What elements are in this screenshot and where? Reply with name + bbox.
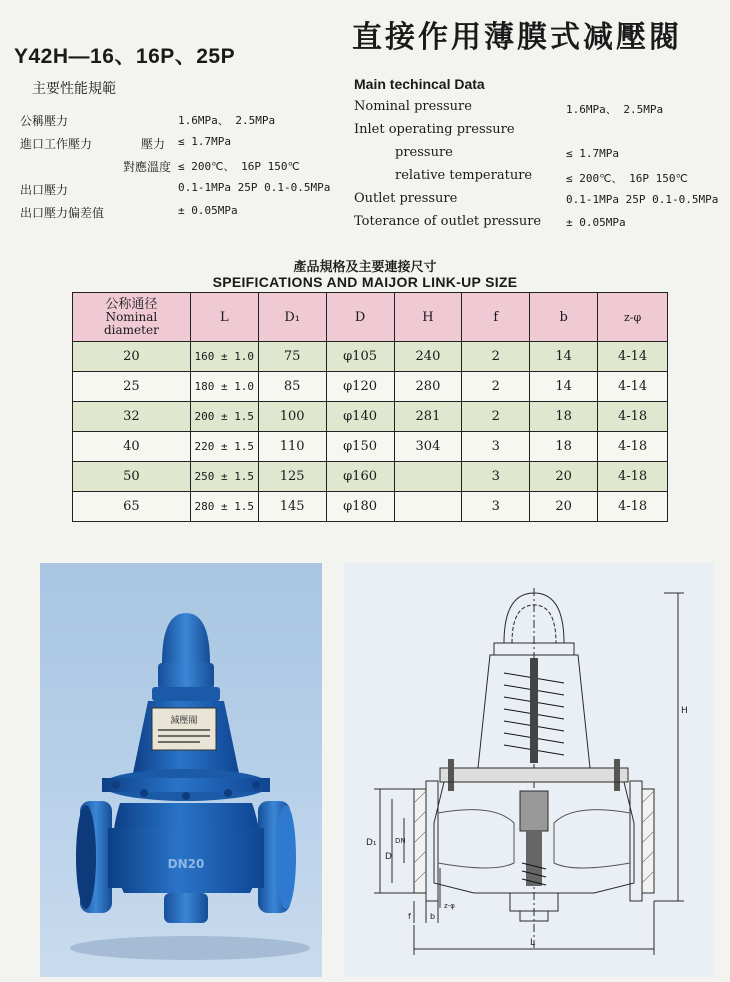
table-cell: φ180 bbox=[326, 492, 394, 522]
table-cell: 2 bbox=[462, 342, 530, 372]
table-cell: 220 ± 1.5 bbox=[190, 432, 258, 462]
dimension-label-d1: D₁ bbox=[366, 838, 377, 848]
table-cell: 4-18 bbox=[598, 402, 668, 432]
table-cell: 4-14 bbox=[598, 372, 668, 402]
table-row bbox=[73, 342, 668, 372]
header-cell: b bbox=[530, 293, 598, 342]
spec-value: ± 0.05MPa bbox=[178, 204, 238, 217]
header-nominal-diameter bbox=[73, 293, 191, 342]
table-cell: 2 bbox=[462, 372, 530, 402]
table-cell: 14 bbox=[530, 342, 598, 372]
table-cell: 250 ± 1.5 bbox=[190, 462, 258, 492]
table-cell: 110 bbox=[258, 432, 326, 462]
header-label-en: Nominal bbox=[105, 309, 158, 324]
table-cell: 160 ± 1.0 bbox=[190, 342, 258, 372]
valve-section-drawing bbox=[344, 563, 714, 977]
table-cell: 180 ± 1.0 bbox=[190, 372, 258, 402]
technical-drawing bbox=[344, 563, 714, 977]
header-label-cn: 公称通径 bbox=[105, 296, 158, 312]
spec-value: 0.1-1MPa 25P 0.1-0.5MPa bbox=[178, 181, 331, 194]
table-cell: 20 bbox=[530, 492, 598, 522]
table-cell: φ160 bbox=[326, 462, 394, 492]
table-cell: 125 bbox=[258, 462, 326, 492]
table-cell: φ140 bbox=[326, 402, 394, 432]
table-row bbox=[73, 492, 668, 522]
table-cell: 3 bbox=[462, 462, 530, 492]
table-row bbox=[73, 402, 668, 432]
table-cell: 200 ± 1.5 bbox=[190, 402, 258, 432]
table-cell: 3 bbox=[462, 492, 530, 522]
table-cell: 50 bbox=[73, 462, 191, 492]
spec-label: 出口壓力 bbox=[20, 183, 69, 197]
table-cell: 20 bbox=[73, 342, 191, 372]
spec-label: 進口工作壓力 bbox=[20, 137, 93, 151]
table-header-row bbox=[73, 293, 668, 342]
table-cell: 25 bbox=[73, 372, 191, 402]
model-number: Y42H—16、16P、25P bbox=[14, 45, 236, 68]
spec-label-en: Toterance of outlet pressure bbox=[354, 214, 542, 229]
table-cell: 2 bbox=[462, 402, 530, 432]
table-cell: φ120 bbox=[326, 372, 394, 402]
table-cell: 280 bbox=[394, 372, 462, 402]
casting-mark: DN20 bbox=[167, 857, 205, 871]
section-heading-en: Main techincal Data bbox=[354, 76, 485, 92]
valve-illustration bbox=[40, 563, 322, 977]
table-cell bbox=[394, 492, 462, 522]
header-cell: z-φ bbox=[598, 293, 668, 342]
spec-label: 公稱壓力 bbox=[20, 114, 69, 128]
header-cell: f bbox=[462, 293, 530, 342]
table-row bbox=[73, 462, 668, 492]
table-cell: 280 ± 1.5 bbox=[190, 492, 258, 522]
dimension-label-d: D bbox=[385, 852, 392, 862]
spec-label-en: relative temperature bbox=[395, 168, 533, 183]
spec-sublabel: 壓力 bbox=[141, 137, 166, 151]
header-cell: H bbox=[394, 293, 462, 342]
header-cell: D bbox=[326, 293, 394, 342]
table-cell: 18 bbox=[530, 432, 598, 462]
table-cell: 4-18 bbox=[598, 462, 668, 492]
table-cell: 75 bbox=[258, 342, 326, 372]
table-cell: 4-18 bbox=[598, 432, 668, 462]
table-cell: 145 bbox=[258, 492, 326, 522]
table-cell: 20 bbox=[530, 462, 598, 492]
table-cell bbox=[394, 462, 462, 492]
spec-value: 1.6MPa、 2.5MPa bbox=[178, 114, 276, 127]
section-heading-cn: 主要性能規範 bbox=[32, 81, 116, 97]
dimension-label-dn: DN bbox=[395, 837, 406, 845]
spec-value: ≤ 200℃、 16P 150℃ bbox=[178, 160, 300, 173]
spec-label-en: Nominal pressure bbox=[354, 99, 472, 114]
dimension-label-l: L bbox=[530, 938, 536, 948]
table-row bbox=[73, 432, 668, 462]
dimension-label-b: b bbox=[430, 912, 436, 921]
table-row bbox=[73, 372, 668, 402]
nameplate-text: 減壓閥 bbox=[170, 716, 198, 726]
table-cell: 281 bbox=[394, 402, 462, 432]
table-cell: 3 bbox=[462, 432, 530, 462]
spec-label-en: Outlet pressure bbox=[354, 191, 458, 206]
table-caption-en: SPEIFICATIONS AND MAIJOR LINK-UP SIZE bbox=[212, 274, 518, 290]
table-cell: 32 bbox=[73, 402, 191, 432]
spec-label-en: Inlet operating pressure bbox=[354, 122, 515, 137]
table-cell: 65 bbox=[73, 492, 191, 522]
table-cell: 14 bbox=[530, 372, 598, 402]
table-cell: 4-18 bbox=[598, 492, 668, 522]
header-cell: L bbox=[190, 293, 258, 342]
spec-value-en: 1.6MPa、 2.5MPa bbox=[566, 103, 664, 116]
header-label-en: diameter bbox=[104, 322, 159, 337]
table-cell: 85 bbox=[258, 372, 326, 402]
spec-sublabel: 對應溫度 bbox=[123, 160, 172, 174]
table-cell: 240 bbox=[394, 342, 462, 372]
spec-value: ≤ 1.7MPa bbox=[178, 135, 231, 148]
table-cell: 100 bbox=[258, 402, 326, 432]
header-cell: D₁ bbox=[258, 293, 326, 342]
table-cell: 18 bbox=[530, 402, 598, 432]
table-cell: φ105 bbox=[326, 342, 394, 372]
product-photo bbox=[40, 563, 322, 977]
table-cell: 304 bbox=[394, 432, 462, 462]
spec-table bbox=[72, 292, 668, 522]
spec-label-en: pressure bbox=[395, 145, 453, 160]
spec-label: 出口壓力偏差值 bbox=[20, 206, 105, 220]
page-title: 直接作用薄膜式减壓閥 bbox=[352, 20, 682, 55]
dimension-label-z: z-φ bbox=[444, 902, 455, 910]
table-caption-cn: 產品規格及主要連接尺寸 bbox=[293, 260, 437, 275]
spec-value-en: ≤ 1.7MPa bbox=[566, 147, 619, 160]
table-cell: φ150 bbox=[326, 432, 394, 462]
spec-value-en: ≤ 200℃、 16P 150℃ bbox=[566, 172, 688, 185]
spec-value-en: 0.1-1MPa 25P 0.1-0.5MPa bbox=[566, 193, 719, 206]
table-cell: 40 bbox=[73, 432, 191, 462]
dimension-label-h: H bbox=[681, 706, 688, 716]
spec-value-en: ± 0.05MPa bbox=[566, 216, 626, 229]
table-cell: 4-14 bbox=[598, 342, 668, 372]
dimension-label-f: f bbox=[408, 912, 411, 921]
